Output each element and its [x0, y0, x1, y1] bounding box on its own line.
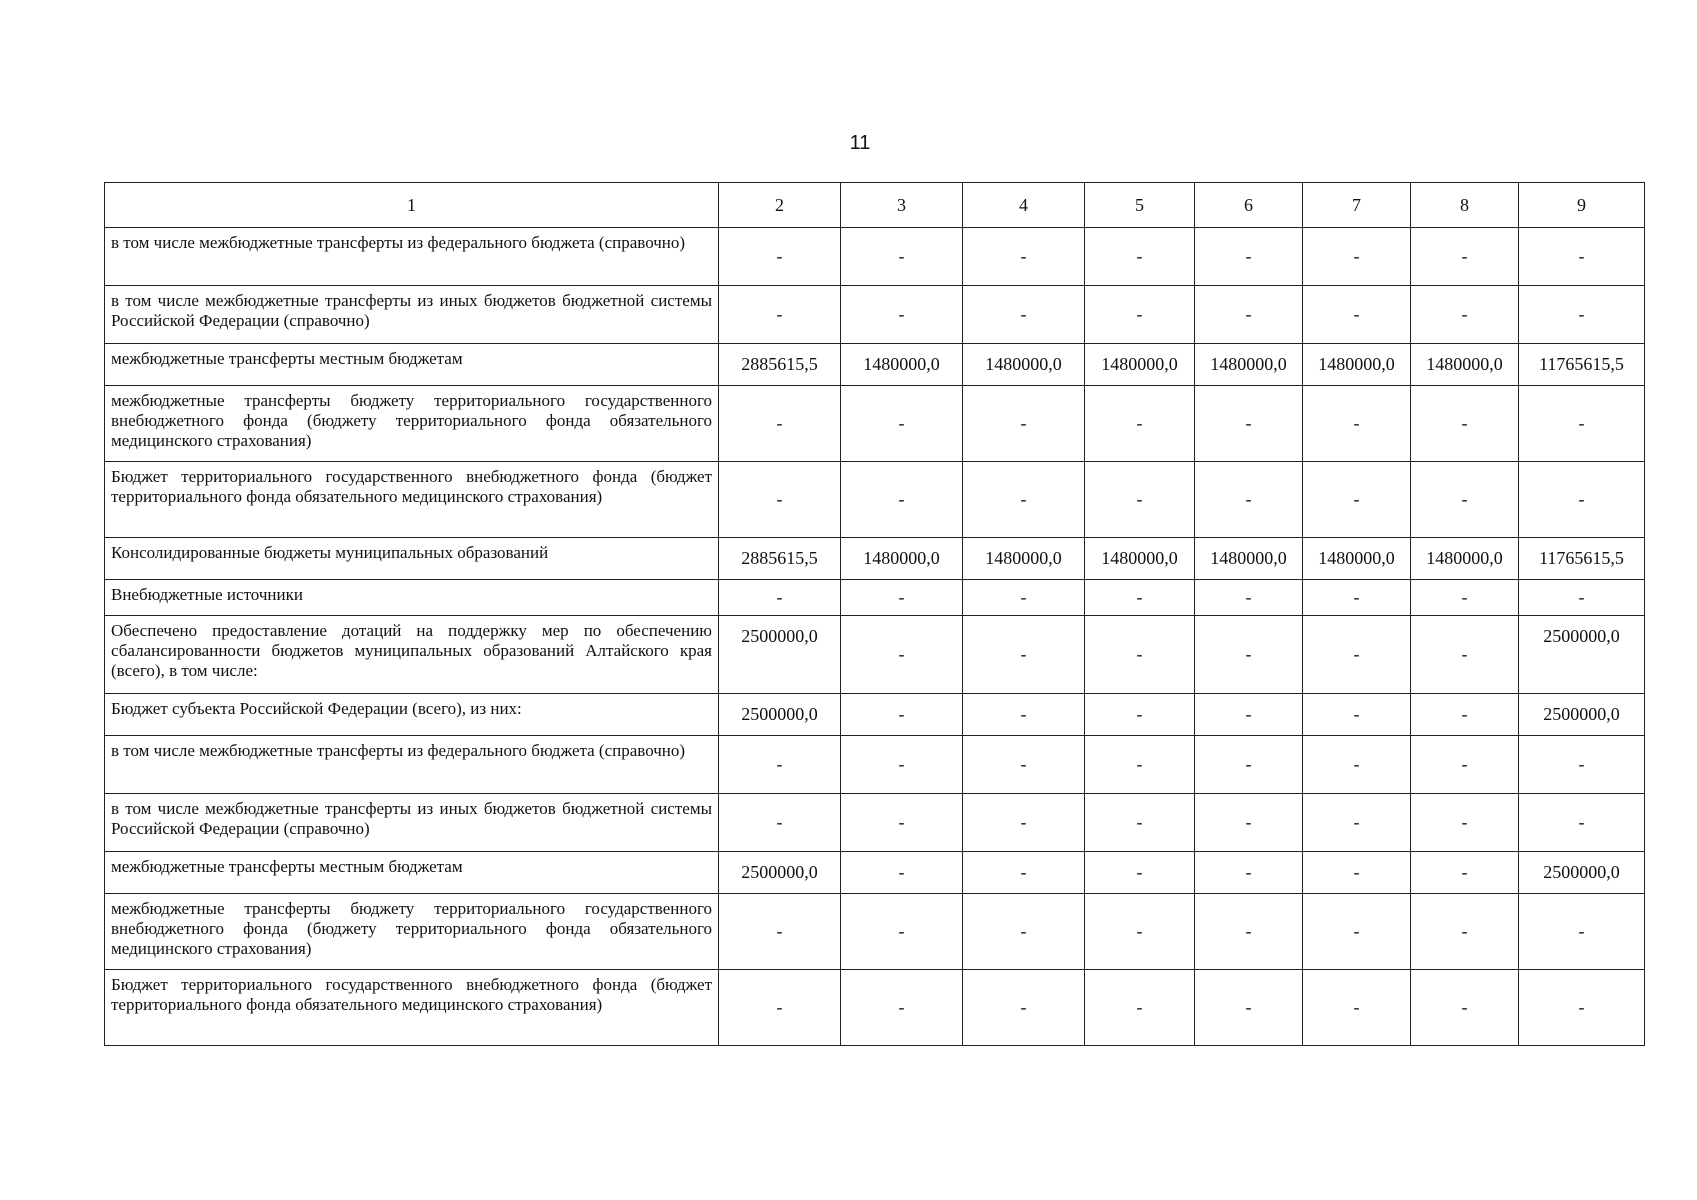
table-row: [105, 736, 1645, 794]
table-row: [105, 344, 1645, 386]
row-label: межбюджетные трансферты местным бюджетам: [105, 344, 719, 386]
header-cell: 6: [1195, 183, 1303, 228]
value-cell: -: [1085, 616, 1195, 694]
value-cell: 2885615,5: [719, 538, 841, 580]
value-cell: -: [963, 386, 1085, 462]
value-cell: -: [1195, 736, 1303, 794]
row-label: Внебюджетные источники: [105, 580, 719, 616]
header-cell: 1: [105, 183, 719, 228]
value-cell: -: [1411, 462, 1519, 538]
value-cell: 1480000,0: [1303, 538, 1411, 580]
value-cell: -: [1519, 894, 1645, 970]
value-cell: -: [1195, 462, 1303, 538]
value-cell: -: [1085, 580, 1195, 616]
value-cell: -: [1085, 386, 1195, 462]
value-cell: -: [1085, 462, 1195, 538]
table-row: [105, 228, 1645, 286]
header-cell: 7: [1303, 183, 1411, 228]
value-cell: -: [1519, 462, 1645, 538]
value-cell: -: [963, 852, 1085, 894]
table-row: [105, 794, 1645, 852]
value-cell: -: [963, 970, 1085, 1046]
value-cell: -: [1085, 736, 1195, 794]
row-label: межбюджетные трансферты бюджету территориального государственного внебюджетного фонда (бюджету территориального фонда обязательного медицинского страхования): [105, 386, 719, 462]
value-cell: -: [1303, 970, 1411, 1046]
header-row: [105, 183, 1645, 228]
value-cell: -: [841, 228, 963, 286]
value-cell: -: [1195, 694, 1303, 736]
value-cell: -: [841, 894, 963, 970]
value-cell: -: [1519, 736, 1645, 794]
value-cell: -: [963, 694, 1085, 736]
value-cell: -: [1195, 286, 1303, 344]
value-cell: -: [719, 286, 841, 344]
value-cell: -: [1411, 580, 1519, 616]
value-cell: -: [1411, 694, 1519, 736]
table-row: [105, 894, 1645, 970]
value-cell: -: [963, 616, 1085, 694]
value-cell: 2500000,0: [719, 616, 841, 694]
value-cell: -: [1411, 228, 1519, 286]
value-cell: -: [1519, 386, 1645, 462]
value-cell: -: [1303, 616, 1411, 694]
value-cell: 1480000,0: [1411, 538, 1519, 580]
value-cell: -: [963, 286, 1085, 344]
value-cell: 1480000,0: [963, 538, 1085, 580]
header-cell: 5: [1085, 183, 1195, 228]
table-row: [105, 286, 1645, 344]
value-cell: 1480000,0: [841, 538, 963, 580]
value-cell: -: [1519, 794, 1645, 852]
table-row: [105, 616, 1645, 694]
value-cell: -: [1303, 736, 1411, 794]
value-cell: -: [841, 286, 963, 344]
value-cell: -: [963, 228, 1085, 286]
value-cell: 1480000,0: [1303, 344, 1411, 386]
value-cell: -: [963, 462, 1085, 538]
value-cell: -: [1303, 580, 1411, 616]
value-cell: -: [1303, 386, 1411, 462]
value-cell: 1480000,0: [1085, 538, 1195, 580]
value-cell: -: [963, 894, 1085, 970]
value-cell: -: [719, 894, 841, 970]
value-cell: -: [1195, 794, 1303, 852]
value-cell: -: [963, 794, 1085, 852]
value-cell: -: [719, 386, 841, 462]
page-number: 11: [849, 132, 871, 154]
row-label: Обеспечено предоставление дотаций на поддержку мер по обеспечению сбалансированности бюджетов муниципальных образований Алтайского края (всего), в том числе:: [105, 616, 719, 694]
value-cell: -: [1411, 970, 1519, 1046]
value-cell: -: [1519, 286, 1645, 344]
value-cell: -: [963, 736, 1085, 794]
value-cell: -: [841, 616, 963, 694]
value-cell: -: [1085, 794, 1195, 852]
value-cell: -: [841, 736, 963, 794]
row-label: межбюджетные трансферты местным бюджетам: [105, 852, 719, 894]
value-cell: -: [1303, 462, 1411, 538]
value-cell: 1480000,0: [963, 344, 1085, 386]
value-cell: 2500000,0: [1519, 694, 1645, 736]
value-cell: 1480000,0: [1195, 344, 1303, 386]
table-body: [105, 183, 1645, 1046]
value-cell: -: [1303, 894, 1411, 970]
table-row: [105, 852, 1645, 894]
row-label: в том числе межбюджетные трансферты из федерального бюджета (справочно): [105, 736, 719, 794]
value-cell: -: [963, 580, 1085, 616]
header-cell: 8: [1411, 183, 1519, 228]
value-cell: -: [1085, 694, 1195, 736]
value-cell: -: [1303, 286, 1411, 344]
value-cell: -: [1195, 228, 1303, 286]
row-label: Бюджет территориального государственного внебюджетного фонда (бюджет территориального фонда обязательного медицинского страхования): [105, 970, 719, 1046]
value-cell: -: [1519, 228, 1645, 286]
value-cell: -: [1303, 228, 1411, 286]
value-cell: -: [1085, 970, 1195, 1046]
value-cell: -: [719, 794, 841, 852]
table-row: [105, 970, 1645, 1046]
value-cell: -: [1195, 580, 1303, 616]
value-cell: -: [1195, 386, 1303, 462]
value-cell: 2885615,5: [719, 344, 841, 386]
table-row: [105, 462, 1645, 538]
value-cell: -: [841, 694, 963, 736]
value-cell: -: [1085, 286, 1195, 344]
header-cell: 3: [841, 183, 963, 228]
value-cell: -: [1195, 616, 1303, 694]
value-cell: -: [1303, 852, 1411, 894]
value-cell: -: [841, 852, 963, 894]
table-row: [105, 538, 1645, 580]
value-cell: -: [841, 462, 963, 538]
value-cell: -: [1411, 894, 1519, 970]
value-cell: -: [1411, 852, 1519, 894]
table-row: [105, 694, 1645, 736]
value-cell: 2500000,0: [1519, 852, 1645, 894]
row-label: в том числе межбюджетные трансферты из федерального бюджета (справочно): [105, 228, 719, 286]
value-cell: 1480000,0: [1085, 344, 1195, 386]
budget-table: [104, 182, 1645, 1046]
header-cell: 4: [963, 183, 1085, 228]
value-cell: 11765615,5: [1519, 538, 1645, 580]
value-cell: -: [841, 970, 963, 1046]
value-cell: -: [1411, 286, 1519, 344]
value-cell: -: [1303, 794, 1411, 852]
value-cell: 1480000,0: [841, 344, 963, 386]
value-cell: -: [1411, 616, 1519, 694]
header-cell: 9: [1519, 183, 1645, 228]
value-cell: 11765615,5: [1519, 344, 1645, 386]
value-cell: -: [1085, 894, 1195, 970]
row-label: в том числе межбюджетные трансферты из иных бюджетов бюджетной системы Российской Федерации (справочно): [105, 286, 719, 344]
table-row: [105, 580, 1645, 616]
value-cell: -: [841, 794, 963, 852]
value-cell: 2500000,0: [1519, 616, 1645, 694]
value-cell: -: [1085, 852, 1195, 894]
value-cell: -: [1195, 852, 1303, 894]
value-cell: 1480000,0: [1195, 538, 1303, 580]
value-cell: -: [1303, 694, 1411, 736]
value-cell: -: [1519, 970, 1645, 1046]
value-cell: -: [1085, 228, 1195, 286]
header-cell: 2: [719, 183, 841, 228]
value-cell: -: [719, 228, 841, 286]
row-label: Бюджет субъекта Российской Федерации (всего), из них:: [105, 694, 719, 736]
row-label: Консолидированные бюджеты муниципальных образований: [105, 538, 719, 580]
value-cell: 1480000,0: [1411, 344, 1519, 386]
value-cell: -: [719, 736, 841, 794]
value-cell: -: [1411, 386, 1519, 462]
row-label: в том числе межбюджетные трансферты из иных бюджетов бюджетной системы Российской Федерации (справочно): [105, 794, 719, 852]
row-label: межбюджетные трансферты бюджету территориального государственного внебюджетного фонда (бюджету территориального фонда обязательного медицинского страхования): [105, 894, 719, 970]
value-cell: -: [719, 580, 841, 616]
table-row: [105, 386, 1645, 462]
value-cell: 2500000,0: [719, 852, 841, 894]
row-label: Бюджет территориального государственного внебюджетного фонда (бюджет территориального фонда обязательного медицинского страхования): [105, 462, 719, 538]
value-cell: -: [1411, 794, 1519, 852]
value-cell: -: [1411, 736, 1519, 794]
value-cell: -: [841, 580, 963, 616]
value-cell: -: [841, 386, 963, 462]
value-cell: -: [1195, 970, 1303, 1046]
value-cell: -: [1519, 580, 1645, 616]
value-cell: -: [719, 970, 841, 1046]
value-cell: -: [719, 462, 841, 538]
value-cell: -: [1195, 894, 1303, 970]
value-cell: 2500000,0: [719, 694, 841, 736]
